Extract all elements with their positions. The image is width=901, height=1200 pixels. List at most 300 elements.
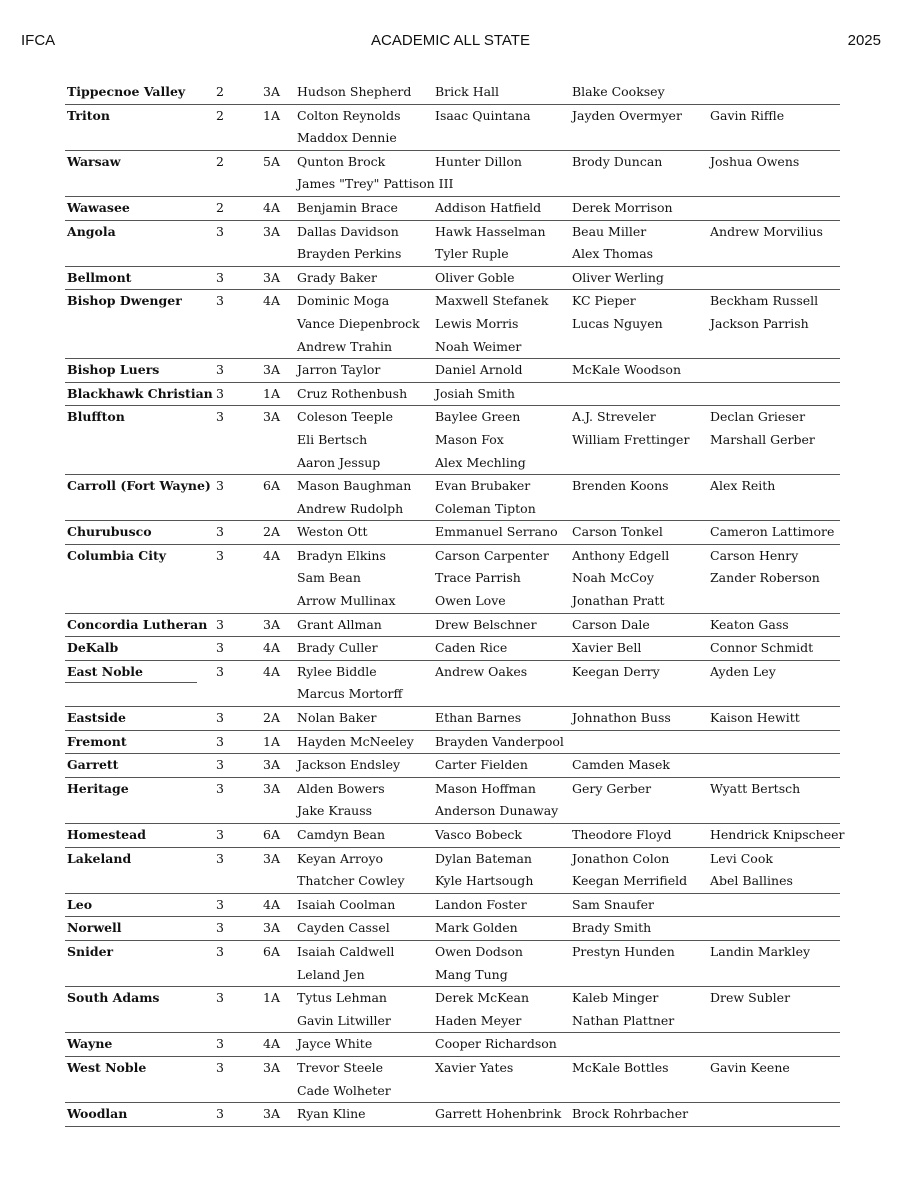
player-name: Evan Brubaker: [435, 478, 531, 494]
team-block: [65, 987, 840, 1033]
table-row: [65, 894, 840, 917]
school-name: Lakeland: [67, 850, 132, 866]
team-block: [65, 848, 840, 894]
team-block: [65, 778, 840, 824]
school-name: Bellmont: [67, 269, 132, 285]
school-name: Woodlan: [67, 1106, 128, 1122]
table-row: [65, 731, 840, 754]
player-name: Kaleb Minger: [572, 990, 659, 1006]
player-name: Xavier Bell: [572, 640, 642, 656]
class-label: 4A: [263, 293, 280, 309]
school-name: Tippecnoe Valley: [67, 84, 186, 99]
team-block: [65, 1103, 840, 1127]
player-name: Garrett Hohenbrink: [435, 1106, 562, 1122]
district-number: 3: [216, 547, 224, 563]
player-name: Mason Fox: [435, 431, 504, 447]
player-name: Owen Dodson: [435, 943, 523, 959]
district-number: 3: [216, 710, 224, 726]
table-row: [65, 848, 840, 871]
table-row: [65, 754, 840, 777]
district-number: 2: [216, 84, 224, 99]
class-label: 1A: [263, 385, 280, 401]
table-row: [65, 637, 840, 660]
player-name: Dallas Davidson: [297, 223, 399, 239]
district-number: 3: [216, 385, 224, 401]
class-label: 3A: [263, 850, 280, 866]
school-name: Garrett: [67, 757, 119, 773]
district-number: 3: [216, 896, 224, 912]
team-block: [65, 637, 840, 661]
table-row: [65, 313, 840, 336]
player-name: Ayden Ley: [710, 663, 776, 679]
class-label: 6A: [263, 943, 280, 959]
player-name: Rylee Biddle: [297, 663, 377, 679]
district-number: 3: [216, 990, 224, 1006]
org-label: IFCA: [21, 32, 56, 49]
table-row: [65, 800, 840, 823]
player-name: A.J. Streveler: [572, 409, 656, 425]
player-name: Jarron Taylor: [297, 362, 381, 378]
player-name: Coleman Tipton: [435, 500, 536, 516]
table-row: [65, 1057, 840, 1080]
table-row: [65, 590, 840, 613]
player-name: Cruz Rothenbush: [297, 385, 408, 401]
team-block: [65, 359, 840, 383]
table-row: [65, 81, 840, 104]
player-name: Hayden McNeeley: [297, 733, 414, 749]
district-number: 3: [216, 663, 224, 679]
player-name: Levi Cook: [710, 850, 773, 866]
player-name: Gery Gerber: [572, 780, 652, 796]
district-number: 3: [216, 269, 224, 285]
player-name: Brody Duncan: [572, 153, 663, 169]
school-name: Bluffton: [67, 409, 125, 425]
player-name: Isaiah Coolman: [297, 896, 396, 912]
player-name: Bradyn Elkins: [297, 547, 386, 563]
class-label: 4A: [263, 1036, 280, 1052]
player-name: Alex Reith: [710, 478, 776, 494]
player-name: Camdyn Bean: [297, 827, 386, 842]
player-name: Camden Masek: [572, 757, 670, 773]
player-name: Drew Belschner: [435, 616, 537, 632]
table-row: [65, 707, 840, 730]
player-name: Landin Markley: [710, 943, 811, 959]
player-name: McKale Woodson: [572, 362, 682, 378]
player-name: James "Trey" Pattison III: [297, 176, 454, 192]
player-name: Benjamin Brace: [297, 199, 398, 215]
team-block: [65, 1033, 840, 1057]
player-name: Trace Parrish: [435, 570, 521, 586]
player-name: Cade Wolheter: [297, 1082, 391, 1098]
player-name: Jackson Parrish: [710, 315, 809, 331]
player-name: Caden Rice: [435, 640, 508, 656]
school-name: Churubusco: [67, 524, 152, 540]
team-block: [65, 290, 840, 359]
class-label: 3A: [263, 1059, 280, 1075]
table-row: [65, 1080, 840, 1103]
player-name: Alex Mechling: [435, 454, 526, 470]
player-name: Jayden Overmyer: [572, 107, 682, 123]
team-block: [65, 707, 840, 731]
district-number: 3: [216, 943, 224, 959]
class-label: 3A: [263, 84, 280, 99]
player-name: Nathan Plattner: [572, 1012, 675, 1028]
player-name: Noah Weimer: [435, 338, 522, 354]
player-name: Owen Love: [435, 593, 506, 609]
player-name: Marshall Gerber: [710, 431, 815, 447]
team-block: [65, 151, 840, 197]
table-row: [65, 475, 840, 498]
player-name: Coleson Teeple: [297, 409, 394, 425]
team-block: [65, 731, 840, 755]
player-name: Xavier Yates: [435, 1059, 514, 1075]
player-name: Baylee Green: [435, 409, 521, 425]
player-name: Maxwell Stefanek: [435, 293, 549, 309]
class-label: 1A: [263, 733, 280, 749]
table-row: [65, 964, 840, 987]
district-number: 2: [216, 199, 224, 215]
district-number: 2: [216, 107, 224, 123]
class-label: 4A: [263, 663, 280, 679]
player-name: Andrew Rudolph: [297, 500, 404, 516]
school-name: Heritage: [67, 780, 129, 796]
district-number: 2: [216, 153, 224, 169]
district-number: 3: [216, 223, 224, 239]
table-row: [65, 429, 840, 452]
district-number: 3: [216, 362, 224, 378]
team-block: [65, 614, 840, 638]
class-label: 3A: [263, 780, 280, 796]
school-name: Wawasee: [67, 199, 130, 215]
district-number: 3: [216, 850, 224, 866]
player-name: Isaac Quintana: [435, 107, 531, 123]
table-row: [65, 614, 840, 637]
table-row: [65, 683, 840, 706]
player-name: Andrew Oakes: [435, 663, 528, 679]
player-name: Addison Hatfield: [435, 199, 542, 215]
player-name: Vance Diepenbrock: [297, 315, 420, 331]
class-label: 3A: [263, 616, 280, 632]
table-row: [65, 917, 840, 940]
table-row: [65, 173, 840, 196]
school-name: Norwell: [67, 920, 122, 936]
player-name: Gavin Keene: [710, 1059, 790, 1075]
player-name: Andrew Morvilius: [710, 223, 823, 239]
table-row: [65, 290, 840, 313]
district-number: 3: [216, 616, 224, 632]
page-header: [0, 32, 901, 52]
table-row: [65, 105, 840, 128]
player-name: Emmanuel Serrano: [435, 524, 558, 540]
player-name: Brenden Koons: [572, 478, 669, 494]
school-name: Wayne: [67, 1036, 113, 1052]
player-name: Kyle Hartsough: [435, 873, 534, 889]
table-row: [65, 267, 840, 290]
team-block: [65, 197, 840, 221]
player-name: Qunton Brock: [297, 153, 386, 169]
class-label: 3A: [263, 409, 280, 425]
district-number: 3: [216, 524, 224, 540]
table-row: [65, 383, 840, 406]
player-name: Drew Subler: [710, 990, 791, 1006]
player-name: Carson Dale: [572, 616, 650, 632]
table-row: [65, 870, 840, 893]
player-name: Jayce White: [297, 1036, 373, 1052]
player-name: Thatcher Cowley: [297, 873, 405, 889]
player-name: Ethan Barnes: [435, 710, 522, 726]
player-name: Derek Morrison: [572, 199, 673, 215]
class-label: 2A: [263, 710, 280, 726]
player-name: Brock Rohrbacher: [572, 1106, 689, 1122]
player-name: Oliver Goble: [435, 269, 515, 285]
player-name: Keyan Arroyo: [297, 850, 384, 866]
table-row: [65, 941, 840, 964]
player-name: Andrew Trahin: [297, 338, 392, 354]
player-name: Mang Tung: [435, 966, 508, 982]
class-label: 3A: [263, 1106, 280, 1122]
year-label: 2025: [847, 32, 881, 49]
player-name: Anderson Dunaway: [435, 803, 559, 819]
class-label: 3A: [263, 920, 280, 936]
player-name: Ryan Kline: [297, 1106, 366, 1122]
player-name: Jake Krauss: [297, 803, 373, 819]
class-label: 4A: [263, 547, 280, 563]
school-name: Fremont: [67, 733, 127, 749]
team-block: [65, 754, 840, 778]
player-name: Weston Ott: [297, 524, 368, 540]
district-number: 3: [216, 920, 224, 936]
district-number: 3: [216, 1059, 224, 1075]
player-name: Keegan Derry: [572, 663, 660, 679]
district-number: 3: [216, 409, 224, 425]
player-name: Beckham Russell: [710, 293, 819, 309]
district-number: 3: [216, 827, 224, 842]
player-name: Beau Miller: [572, 223, 647, 239]
school-name: West Noble: [67, 1059, 147, 1075]
class-label: 3A: [263, 269, 280, 285]
team-block: [65, 81, 840, 105]
school-name: South Adams: [67, 990, 160, 1006]
district-number: 3: [216, 780, 224, 796]
team-block: [65, 941, 840, 987]
class-label: 5A: [263, 153, 280, 169]
player-name: Theodore Floyd: [572, 827, 672, 842]
team-block: [65, 221, 840, 267]
school-name: Concordia Lutheran: [67, 616, 208, 632]
table-row: [65, 1033, 840, 1056]
school-name: Eastside: [67, 710, 126, 726]
table-row: [65, 151, 840, 174]
player-name: Arrow Mullinax: [297, 593, 396, 609]
player-name: Vasco Bobeck: [435, 827, 522, 842]
class-label: 4A: [263, 640, 280, 656]
player-name: Josiah Smith: [435, 385, 515, 401]
team-block: [65, 824, 845, 848]
player-name: Noah McCoy: [572, 570, 654, 586]
player-name: Brady Culler: [297, 640, 378, 656]
player-name: KC Pieper: [572, 293, 636, 309]
player-name: Haden Meyer: [435, 1012, 522, 1028]
table-row: [65, 1010, 840, 1033]
player-name: Dominic Moga: [297, 293, 390, 309]
player-name: Hawk Hasselman: [435, 223, 546, 239]
team-block: [65, 661, 840, 707]
player-name: Carson Tonkel: [572, 524, 663, 540]
team-block: [65, 545, 840, 614]
player-name: Nolan Baker: [297, 710, 377, 726]
player-name: Joshua Owens: [710, 153, 800, 169]
player-name: Carter Fielden: [435, 757, 528, 773]
school-name: Carroll (Fort Wayne): [67, 478, 211, 494]
table-row: [65, 778, 840, 801]
school-name: Homestead: [67, 827, 146, 842]
player-name: Prestyn Hunden: [572, 943, 675, 959]
table-row: [65, 661, 840, 684]
school-name: Bishop Dwenger: [67, 293, 182, 309]
team-block: [65, 267, 840, 291]
class-label: 3A: [263, 223, 280, 239]
school-name: Warsaw: [67, 153, 121, 169]
player-name: Brayden Vanderpool: [435, 733, 564, 749]
player-name: Hudson Shepherd: [297, 84, 412, 99]
player-name: McKale Bottles: [572, 1059, 669, 1075]
table-row: [65, 243, 840, 266]
player-name: Grady Baker: [297, 269, 378, 285]
team-block: [65, 894, 840, 918]
player-name: Abel Ballines: [710, 873, 793, 889]
class-label: 4A: [263, 896, 280, 912]
team-block: [65, 105, 840, 151]
team-block: [65, 521, 840, 545]
player-name: Dylan Bateman: [435, 850, 532, 866]
table-row: [65, 498, 840, 521]
player-name: Cooper Richardson: [435, 1036, 557, 1052]
player-name: Oliver Werling: [572, 269, 664, 285]
player-name: Hunter Dillon: [435, 153, 522, 169]
table-row: [65, 359, 840, 382]
table-row: [65, 127, 840, 150]
team-block: [65, 406, 840, 475]
class-label: 1A: [263, 990, 280, 1006]
class-label: 1A: [263, 107, 280, 123]
district-number: 3: [216, 293, 224, 309]
table-row: [65, 1103, 840, 1126]
table-row: [65, 197, 840, 220]
table-row: [65, 521, 840, 544]
table-row: [65, 987, 840, 1010]
school-name: Blackhawk Christian: [67, 385, 213, 401]
player-name: Cameron Lattimore: [710, 524, 835, 540]
player-name: Sam Snaufer: [572, 896, 654, 912]
school-name: Triton: [67, 107, 110, 123]
player-name: Tyler Ruple: [435, 246, 509, 262]
player-name: Mason Baughman: [297, 478, 412, 494]
school-name: Snider: [67, 943, 114, 959]
player-name: Colton Reynolds: [297, 107, 401, 123]
player-name: Johnathon Buss: [572, 710, 671, 726]
district-number: 3: [216, 1106, 224, 1122]
player-name: Declan Grieser: [710, 409, 806, 425]
player-name: Brick Hall: [435, 84, 500, 99]
player-name: Lewis Morris: [435, 315, 519, 331]
player-name: Jonathan Pratt: [572, 593, 665, 609]
class-label: 3A: [263, 362, 280, 378]
roster-table: [65, 81, 845, 1127]
player-name: Alex Thomas: [572, 246, 654, 262]
table-row: [65, 545, 840, 568]
player-name: Trevor Steele: [297, 1059, 384, 1075]
district-number: 3: [216, 640, 224, 656]
player-name: William Frettinger: [572, 431, 690, 447]
player-name: Kaison Hewitt: [710, 710, 800, 726]
class-label: 4A: [263, 199, 280, 215]
class-label: 6A: [263, 827, 280, 842]
school-name: Angola: [67, 223, 116, 239]
class-label: 3A: [263, 757, 280, 773]
school-name: DeKalb: [67, 640, 119, 656]
page-title: ACADEMIC ALL STATE: [371, 32, 530, 49]
player-name: Jackson Endsley: [297, 757, 401, 773]
player-name: Cayden Cassel: [297, 920, 390, 936]
table-row: [65, 406, 840, 429]
table-row: [65, 452, 840, 475]
player-name: Brady Smith: [572, 920, 652, 936]
player-name: Tytus Lehman: [297, 990, 387, 1006]
player-name: Gavin Litwiller: [297, 1012, 391, 1028]
player-name: Leland Jen: [297, 966, 365, 982]
player-name: Connor Schmidt: [710, 640, 814, 656]
team-block: [65, 1057, 840, 1103]
school-name: Bishop Luers: [67, 362, 160, 378]
player-name: Keaton Gass: [710, 616, 789, 632]
player-name: Aaron Jessup: [297, 454, 381, 470]
school-name: Leo: [67, 896, 93, 912]
player-name: Blake Cooksey: [572, 84, 665, 99]
player-name: Gavin Riffle: [710, 107, 785, 123]
player-name: Carson Henry: [710, 547, 799, 563]
player-name: Derek McKean: [435, 990, 530, 1006]
district-number: 3: [216, 757, 224, 773]
player-name: Maddox Dennie: [297, 130, 397, 146]
player-name: Hendrick Knipscheer: [710, 827, 845, 842]
player-name: Keegan Merrifield: [572, 873, 688, 889]
player-name: Grant Allman: [297, 616, 382, 632]
player-name: Carson Carpenter: [435, 547, 549, 563]
district-number: 3: [216, 733, 224, 749]
player-name: Mason Hoffman: [435, 780, 536, 796]
table-row: [65, 567, 840, 590]
player-name: Brayden Perkins: [297, 246, 402, 262]
player-name: Anthony Edgell: [572, 547, 670, 563]
table-row: [65, 824, 845, 847]
player-name: Isaiah Caldwell: [297, 943, 395, 959]
player-name: Wyatt Bertsch: [710, 780, 801, 796]
player-name: Marcus Mortorff: [297, 686, 403, 702]
table-row: [65, 336, 840, 359]
school-name: Columbia City: [67, 547, 167, 563]
team-block: [65, 475, 840, 521]
district-number: 3: [216, 478, 224, 494]
player-name: Mark Golden: [435, 920, 518, 936]
player-name: Zander Roberson: [710, 570, 820, 586]
team-block: [65, 917, 840, 941]
table-row: [65, 221, 840, 244]
school-name: East Noble: [67, 663, 143, 679]
player-name: Lucas Nguyen: [572, 315, 663, 331]
player-name: Eli Bertsch: [297, 431, 368, 447]
player-name: Jonathon Colon: [572, 850, 670, 866]
player-name: Daniel Arnold: [435, 362, 523, 378]
